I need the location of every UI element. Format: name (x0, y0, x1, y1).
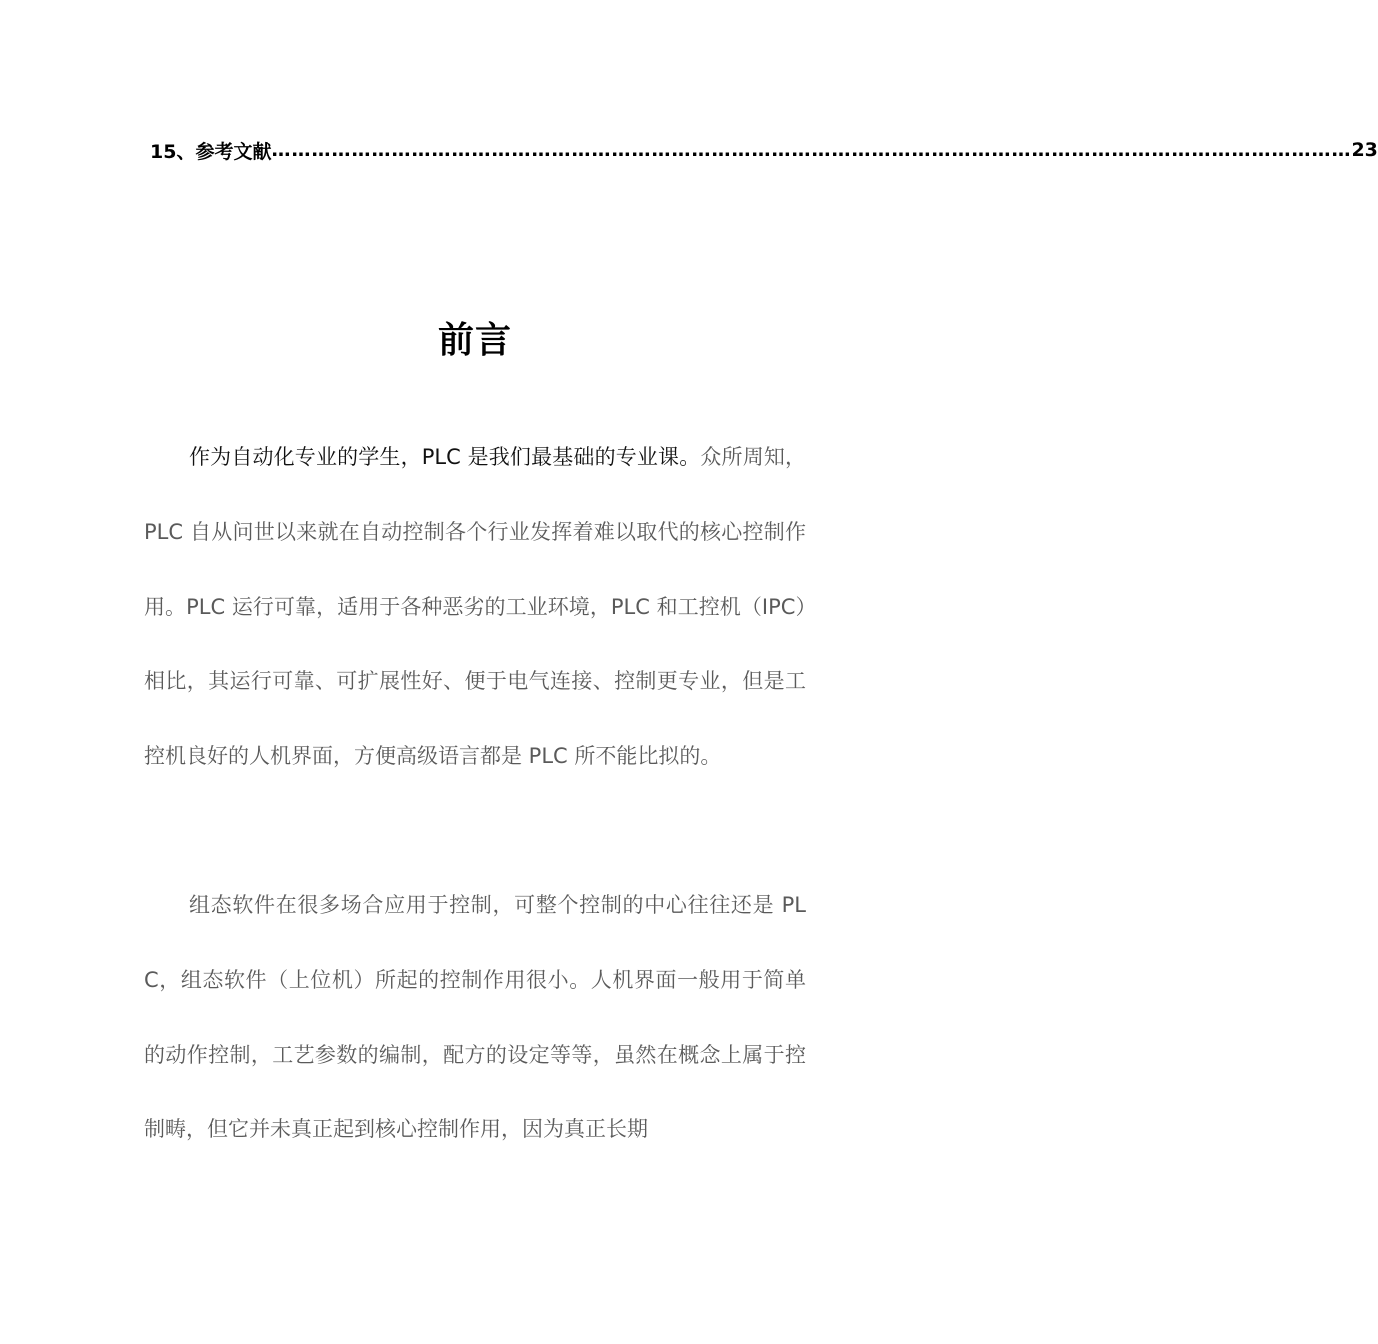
toc-entry-label: 15、参考文献 (150, 140, 272, 163)
body-paragraph-1 (144, 420, 806, 794)
toc-page-number: 23 (1351, 139, 1378, 161)
paragraph-body-text: 众所周知，PLC 自从问世以来就在自动控制各个行业发挥着难以取代的核心控制作用。PLC 运行可靠，适用于各种恶劣的工业环境，PLC 和工控机（IPC）相比，其运行可靠、可扩展性好、便于电气连接、控制更专业，但是工控机良好的人机界面，方便高级语言都是 PLC 所不能比拟的。 (144, 445, 807, 769)
toc-leader-dots: ……………………………………………………………………………………………………………………………………………… (271, 139, 1352, 161)
section-heading-preface: 前言 (437, 320, 512, 361)
toc-entry-references[interactable] (150, 136, 1378, 164)
body-paragraph-2: 组态软件在很多场合应用于控制，可整个控制的中心往往还是 PLC，组态软件（上位机）所起的控制作用很小。人机界面一般用于简单的动作控制，工艺参数的编制，配方的设定等等，虽然在概念上属于控制畴，但它并未真正起到核心控制作用，因为真正长期 (144, 893, 806, 1142)
paragraph-lead-sentence: 作为自动化专业的学生，PLC 是我们最基础的专业课。 (189, 445, 701, 469)
